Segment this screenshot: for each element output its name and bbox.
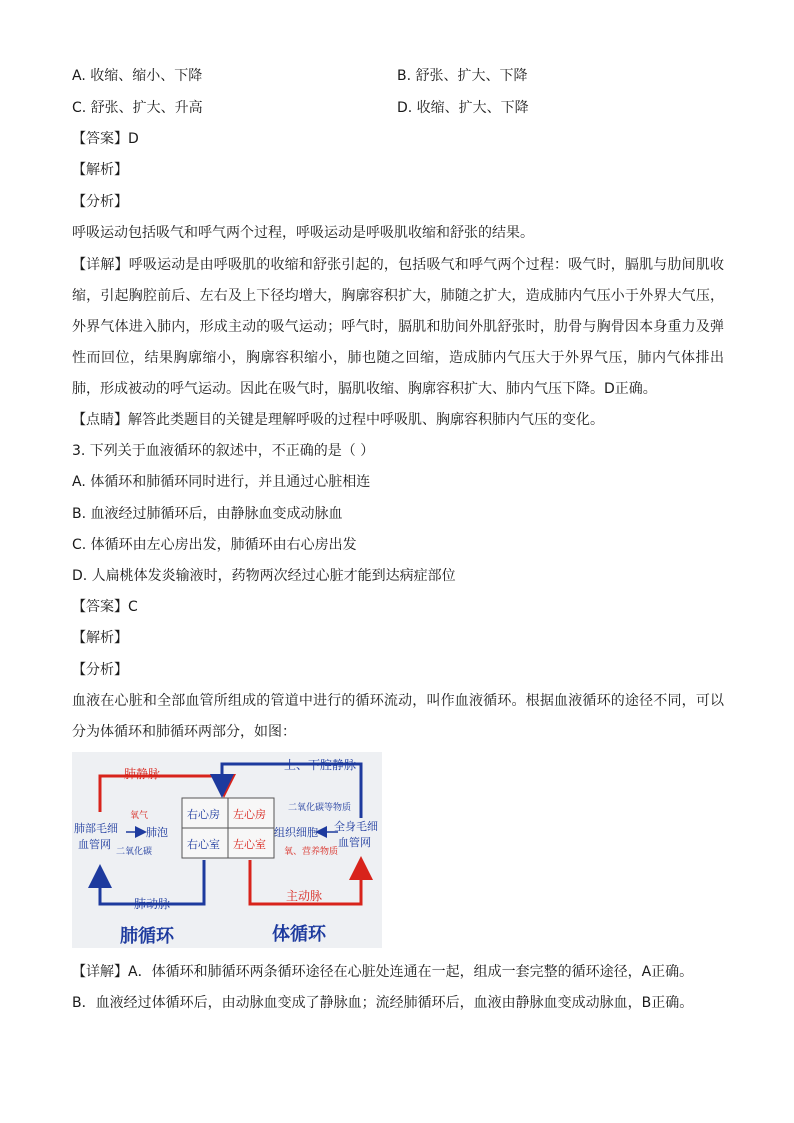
q2-fenxi-text: 呼吸运动包括吸气和呼气两个过程，呼吸运动是呼吸肌收缩和舒张的结果。 <box>72 225 534 241</box>
q2-fenxi-label: 【分析】 <box>72 194 128 210</box>
q3-option-b: B. 血液经过肺循环后，由静脉血变成动脉血 <box>72 506 343 522</box>
tissue-cells-label: 组织细胞 <box>274 826 318 839</box>
q2-answer: 【答案】D <box>72 131 139 147</box>
right-atrium-label: 右心房 <box>187 808 220 821</box>
lung-capillary-label-1: 肺部毛细 <box>74 822 118 835</box>
q3-option-a: A. 体循环和肺循环同时进行，并且通过心脏相连 <box>72 474 371 490</box>
pulmonary-circulation-title: 肺循环 <box>120 926 174 947</box>
q2-option-c: C. 舒张、扩大、升高 <box>72 100 203 116</box>
systemic-circulation-title: 体循环 <box>272 924 326 945</box>
q2-jiexi-label: 【解析】 <box>72 162 128 178</box>
q3-stem: 3. 下列关于血液循环的叙述中，不正确的是（ ） <box>72 443 375 459</box>
q2-dianjing-text: 【点睛】解答此类题目的关键是理解呼吸的过程中呼吸肌、胸廓容积肺内气压的变化。 <box>72 412 604 428</box>
vena-cava-label: 上、下腔静脉 <box>284 758 357 772</box>
o2-nutrients-label: 氧、营养物质 <box>284 847 339 857</box>
q3-option-d: D. 人扁桃体发炎输液时，药物两次经过心脏才能到达病症部位 <box>72 568 456 584</box>
right-ventricle-label: 右心室 <box>187 838 220 851</box>
q2-option-b: B. 舒张、扩大、下降 <box>397 68 528 84</box>
body-capillary-label-1: 全身毛细 <box>334 820 378 833</box>
left-atrium-label: 左心房 <box>233 808 266 821</box>
q3-xiangjie-b: B．血液经过体循环后，由动脉血变成了静脉血；流经肺循环后，血液由静脉血变成动脉血，B正确。 <box>72 995 694 1011</box>
q3-xiangjie-a: 【详解】A．体循环和肺循环两条循环途径在心脏处连通在一起，组成一套完整的循环途径，A正确。 <box>72 964 694 980</box>
oxygen-label: 氧气 <box>130 811 149 821</box>
aorta-label: 主动脉 <box>286 889 323 903</box>
lung-capillary-label-2: 血管网 <box>78 838 111 851</box>
q3-answer: 【答案】C <box>72 599 138 615</box>
co2-etc-label: 二氧化碳等物质 <box>288 803 352 813</box>
blood-circulation-diagram <box>72 752 382 948</box>
pulmonary-vein-label: 肺静脉 <box>124 767 161 781</box>
q2-option-a: A. 收缩、缩小、下降 <box>72 68 203 84</box>
q2-xiangjie-text: 【详解】呼吸运动是由呼吸肌的收缩和舒张引起的，包括吸气和呼气两个过程：吸气时，膈肌与肋间肌收缩，引起胸腔前后、左右及上下径均增大，胸廓容积扩大，肺随之扩大，造成肺内气压小于外界大气压，外界气体进入肺内，形成主动的吸气运动；呼气时，膈肌和肋间外肌舒张时，肋骨与胸骨因本身重力及弹性而回位，结果胸廓缩小，胸廓容积缩小，肺也随之回缩，造成肺内气压大于外界气压，肺内气体排出肺，形成被动的呼气运动。因此在吸气时，膈肌收缩、胸廓容积扩大、肺内气压下降。D正确。 <box>72 257 724 397</box>
q2-option-d: D. 收缩、扩大、下降 <box>397 100 529 116</box>
co2-label: 二氧化碳 <box>116 847 153 857</box>
q3-fenxi-text: 血液在心脏和全部血管所组成的管道中进行的循环流动，叫作血液循环。根据血液循环的途径不同，可以分为体循环和肺循环两部分，如图： <box>72 693 724 740</box>
left-ventricle-label: 左心室 <box>233 838 266 851</box>
q3-jiexi-label: 【解析】 <box>72 630 128 646</box>
q3-fenxi-label: 【分析】 <box>72 662 128 678</box>
pulmonary-artery-label: 肺动脉 <box>134 897 171 911</box>
alveoli-label: 肺泡 <box>146 826 168 839</box>
q3-option-c: C. 体循环由左心房出发，肺循环由右心房出发 <box>72 537 357 553</box>
body-capillary-label-2: 血管网 <box>338 836 371 849</box>
